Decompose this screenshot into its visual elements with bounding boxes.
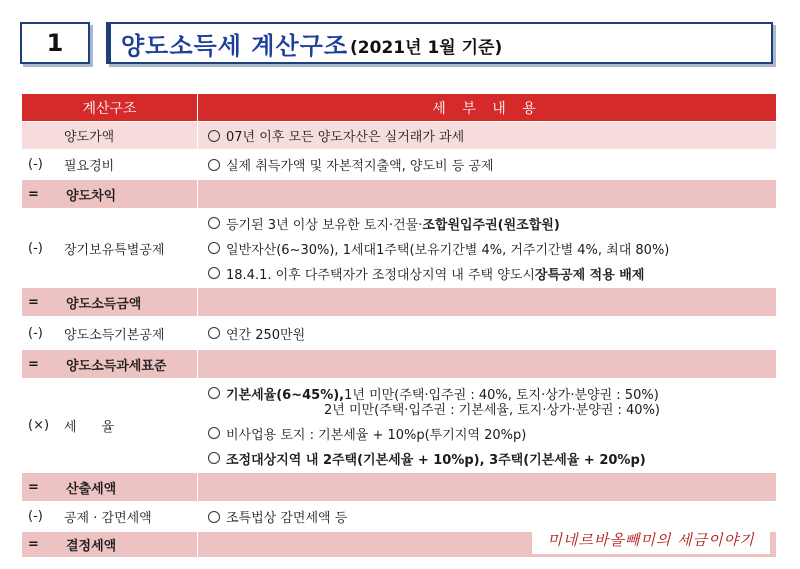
page-header xyxy=(20,22,777,68)
row-detail xyxy=(198,350,776,378)
row-detail: 실제 취득가액 및 자본적지출액, 양도비 등 공제 xyxy=(198,150,776,179)
table-row xyxy=(22,317,776,350)
circle-bullet-icon xyxy=(208,267,220,279)
row-label: = 양도소득과세표준 xyxy=(22,350,198,378)
table-row xyxy=(22,209,776,288)
row-detail: 07년 이후 모든 양도자산은 실거래가 과세 xyxy=(198,122,776,149)
table-row-subtotal xyxy=(22,350,776,379)
title-box xyxy=(106,22,773,64)
row-detail: 조특법상 감면세액 등 xyxy=(198,502,776,531)
table-row-subtotal xyxy=(22,288,776,317)
row-label: 양도가액 xyxy=(22,122,198,149)
circle-bullet-icon xyxy=(208,130,220,142)
row-detail: 연간 250만원 xyxy=(198,317,776,349)
row-detail xyxy=(198,288,776,316)
circle-bullet-icon xyxy=(208,427,220,439)
row-label: = 결정세액 xyxy=(22,532,198,557)
row-label: (-) 장기보유특별공제 xyxy=(22,209,198,287)
table-row xyxy=(22,379,776,473)
row-label: = 양도소득금액 xyxy=(22,288,198,316)
row-label: (-) 양도소득기본공제 xyxy=(22,317,198,349)
row-label: (-) 필요경비 xyxy=(22,150,198,179)
section-number: 1 xyxy=(20,22,90,64)
page-title: 양도소득세 계산구조 xyxy=(121,31,349,60)
circle-bullet-icon xyxy=(208,242,220,254)
row-label: (×) 세 율 xyxy=(22,379,198,472)
circle-bullet-icon xyxy=(208,452,220,464)
circle-bullet-icon xyxy=(208,511,220,523)
row-label: (-) 공제 · 감면세액 xyxy=(22,502,198,531)
table-row-subtotal xyxy=(22,180,776,209)
table-row-subtotal xyxy=(22,473,776,502)
table-row xyxy=(22,150,776,180)
header-detail: 세 부 내 용 xyxy=(432,100,542,117)
table-row xyxy=(22,122,776,150)
row-label: = 양도차익 xyxy=(22,180,198,208)
header-structure: 계산구조 xyxy=(22,94,198,121)
row-detail: 등기된 3년 이상 보유한 토지·건물· 조합원입주권(원조합원) 일반자산(6~30%), 1세대1주택(보유기간별 4%, 거주기간별 4%, 최대 80%) 18.4.1. 이후 다주택자가 조정대상지역 내 주택 양도시 장특공제 적용 배제 xyxy=(198,209,776,287)
author-signature: 미네르바올빼미의 세금이야기 xyxy=(532,524,770,554)
circle-bullet-icon xyxy=(208,159,220,171)
row-detail: 기본세율(6~45%), 1년 미만(주택·입주권 : 40%, 토지·상가·분양권 : 50%) 2년 미만(주택·입주권 : 기본세율, 토지·상가·분양권 : 40%) 비사업용 토지 : 기본세율 + 10%p(투기지역 20%p) 조정대상지역 내 2주택(기본세율 + 10%p), 3주택(기본세율 + 20%p) xyxy=(198,379,776,472)
row-label: = 산출세액 xyxy=(22,473,198,501)
row-detail xyxy=(198,180,776,208)
circle-bullet-icon xyxy=(208,217,220,229)
circle-bullet-icon xyxy=(208,387,220,399)
circle-bullet-icon xyxy=(208,327,220,339)
tax-structure-table xyxy=(22,94,776,558)
row-detail xyxy=(198,473,776,501)
page-subtitle: (2021년 1월 기준) xyxy=(350,37,503,58)
table-header-row xyxy=(22,94,776,122)
